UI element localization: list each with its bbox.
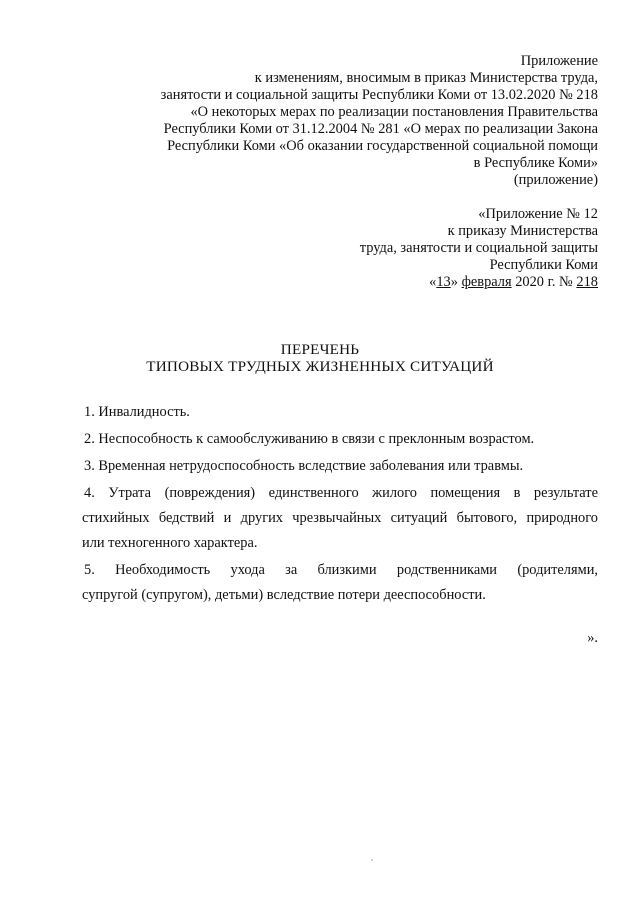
- date-month: февраля: [461, 274, 512, 290]
- list-item-4-line-2: стихийных бедствий и других чрезвычайных ситуаций бытового, природного: [82, 510, 598, 526]
- header-line-6: Республики Коми «Об оказании государственной социальной помощи: [167, 138, 598, 154]
- list-item-3: 3. Временная нетрудоспособность вследствие заболевания или травмы.: [84, 458, 524, 474]
- date-year: 2020 г. №: [515, 274, 573, 290]
- list-item-5-line-1: 5. Необходимость ухода за близкими родственниками (родителями,: [84, 562, 598, 578]
- appendix-line-2: к приказу Министерства: [447, 223, 598, 239]
- header-line-7: в Республике Коми»: [473, 155, 598, 171]
- list-item-1: 1. Инвалидность.: [84, 404, 190, 420]
- header-line-8: (приложение): [513, 172, 598, 188]
- header-line-3: занятости и социальной защиты Республики Коми от 13.02.2020 № 218: [160, 87, 598, 103]
- appendix-line-4: Республики Коми: [489, 257, 598, 273]
- header-line-5: Республики Коми от 31.12.2004 № 281 «О мерах по реализации Закона: [163, 121, 598, 137]
- list-item-4-line-3: или техногенного характера.: [82, 535, 258, 551]
- date-close-quote: »: [450, 274, 458, 290]
- header-line-4: «О некоторых мерах по реализации постановления Правительства: [190, 104, 598, 120]
- title-line-1: ПЕРЕЧЕНЬ: [280, 341, 360, 358]
- closing-quote-mark: ».: [587, 630, 598, 646]
- order-number: 218: [576, 274, 598, 290]
- appendix-date-line: [429, 274, 598, 291]
- header-line-appendix: Приложение: [520, 53, 598, 69]
- header-line-2: к изменениям, вносимым в приказ Министерства труда,: [254, 70, 598, 86]
- date-open-quote: «: [429, 274, 437, 290]
- appendix-line-1: «Приложение № 12: [478, 206, 598, 222]
- scan-speck: [371, 859, 373, 861]
- list-item-2: 2. Неспособность к самообслуживанию в связи с преклонным возрастом.: [84, 431, 535, 447]
- title-line-2: ТИПОВЫХ ТРУДНЫХ ЖИЗНЕННЫХ СИТУАЦИЙ: [146, 358, 494, 375]
- date-day: 13: [436, 274, 451, 290]
- list-item-4-line-1: 4. Утрата (повреждения) единственного жилого помещения в результате: [84, 485, 598, 501]
- list-item-5-line-2: супругой (супругом), детьми) вследствие потери дееспособности.: [82, 587, 486, 603]
- appendix-line-3: труда, занятости и социальной защиты: [359, 240, 598, 256]
